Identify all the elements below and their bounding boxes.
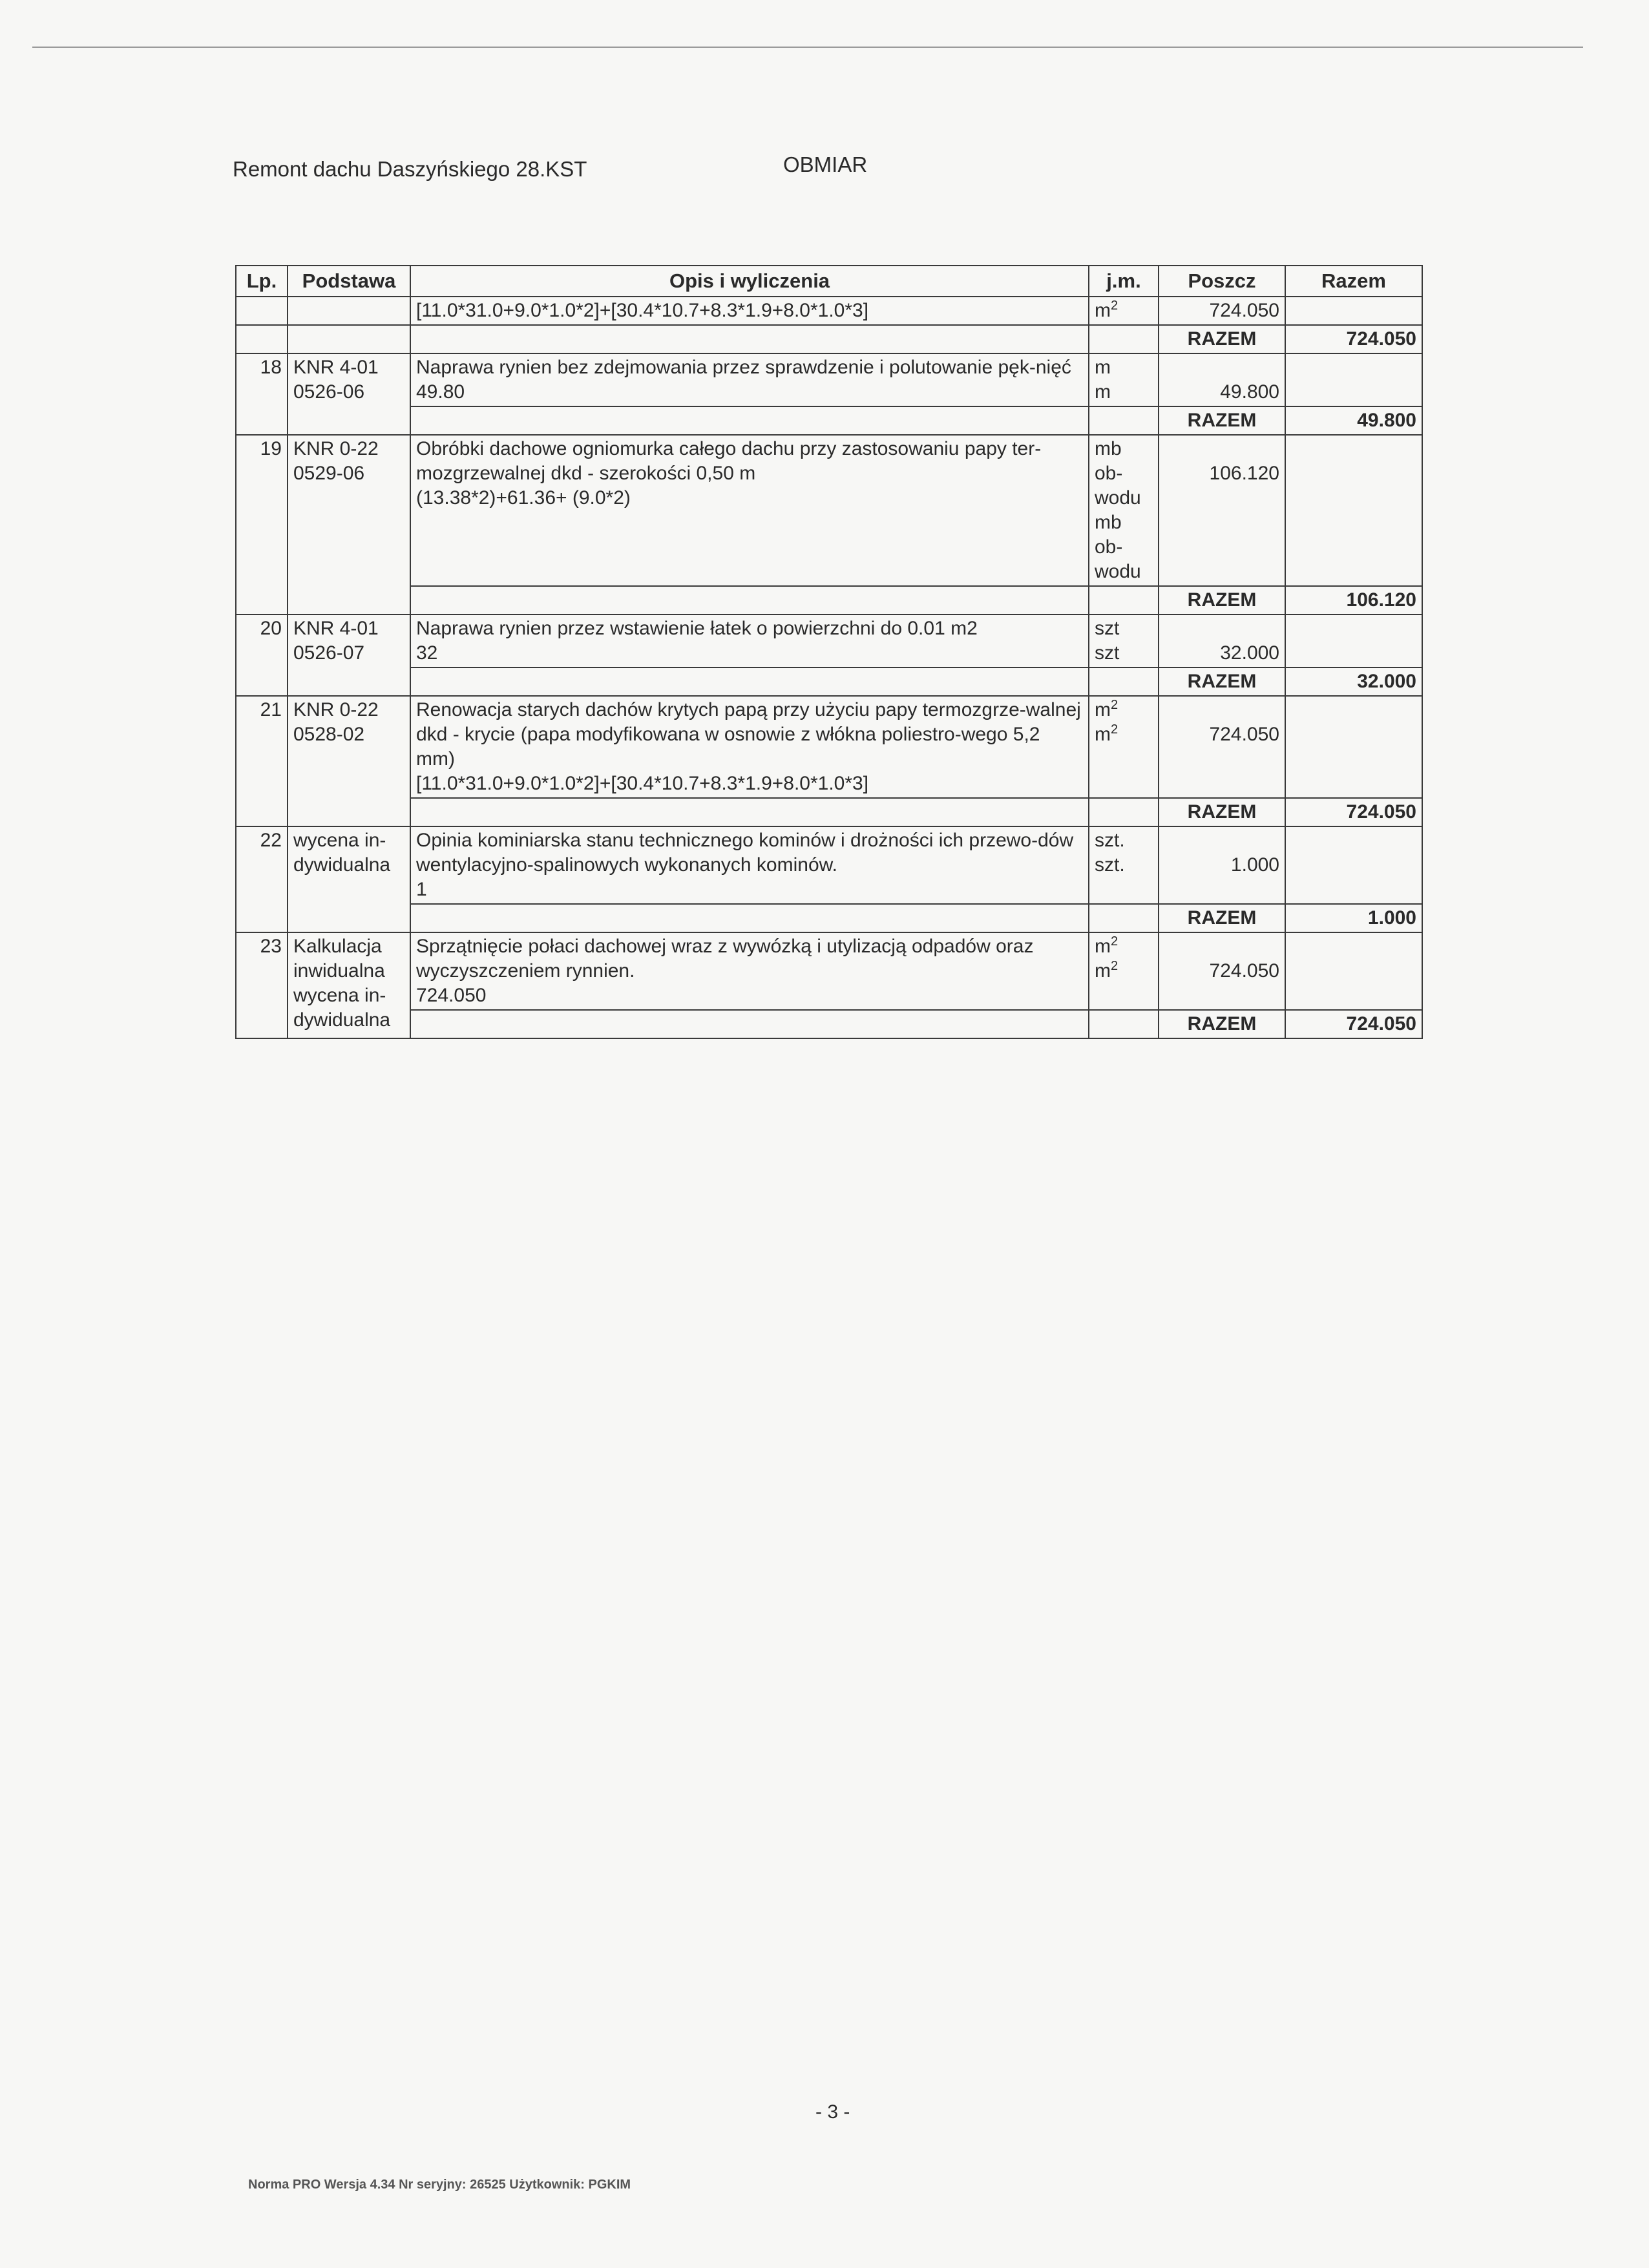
item-calc-unit: szt. (1095, 854, 1125, 876)
item-calc-unit: $m^2$ (1095, 959, 1119, 982)
item-calc-unit: $m^2$ (1095, 722, 1119, 745)
item-poszcz: 1.000 (1230, 854, 1279, 876)
table-row (236, 932, 1422, 1010)
col-header-opis: Opis i wyliczenia (410, 266, 1089, 297)
item-poszcz: 724.050 (1209, 960, 1279, 982)
item-description (410, 614, 1089, 667)
table-row (236, 696, 1422, 798)
item-poszcz: 724.050 (1209, 724, 1279, 745)
table-row (236, 798, 1422, 826)
carry-razem-value: 724.050 (1285, 325, 1422, 353)
item-unit (1089, 614, 1159, 667)
item-description (410, 826, 1089, 904)
carry-razem-label: RAZEM (1159, 325, 1285, 353)
item-razem-value: 49.800 (1285, 406, 1422, 435)
obmiar-table-wrapper (235, 265, 1422, 1039)
carry-calc: [11.0*31.0+9.0*1.0*2]+[30.4*10.7+8.3*1.9+8.0*1.0*3] (410, 297, 1089, 325)
table-row (236, 1010, 1422, 1038)
item-podstawa: wycena in-dywidualna (288, 826, 410, 932)
software-footer: Norma PRO Wersja 4.34 Nr seryjny: 26525 Użytkownik: PGKIM (248, 2178, 631, 2192)
item-poszcz-cell (1159, 826, 1285, 904)
item-calc: 32 (416, 642, 438, 664)
item-lp: 18 (236, 353, 288, 435)
carry-poszcz: 724.050 (1159, 297, 1285, 325)
table-row (236, 614, 1422, 667)
item-podstawa: KNR 4-01 0526-07 (288, 614, 410, 696)
item-calc-unit: mb ob-wodu (1095, 512, 1141, 582)
item-calc-unit: m (1095, 381, 1111, 403)
item-podstawa: KNR 0-22 0529-06 (288, 435, 410, 614)
item-poszcz-cell (1159, 696, 1285, 798)
item-description-text: Naprawa rynien przez wstawienie łatek o powierzchni do 0.01 m2 (416, 618, 978, 639)
item-unit (1089, 932, 1159, 1010)
table-row (236, 435, 1422, 586)
item-description-text: Sprzątnięcie połaci dachowej wraz z wywózką i utylizacją odpadów oraz wyczyszczeniem rynnien. (416, 936, 1034, 982)
col-header-razem: Razem (1285, 266, 1422, 297)
item-razem-label: RAZEM (1159, 406, 1285, 435)
item-razem-value: 724.050 (1285, 798, 1422, 826)
item-unit (1089, 826, 1159, 904)
item-lp: 20 (236, 614, 288, 696)
item-calc: 49.80 (416, 381, 465, 403)
table-row (236, 667, 1422, 696)
table-row (236, 297, 1422, 325)
item-razem-label: RAZEM (1159, 586, 1285, 614)
item-description-text: Obróbki dachowe ogniomurka całego dachu przy zastosowaniu papy ter-mozgrzewalnej dkd - szerokości 0,50 m (416, 438, 1042, 484)
item-description (410, 353, 1089, 406)
table-row (236, 325, 1422, 353)
item-desc-unit: szt (1095, 618, 1120, 639)
item-calc: 1 (416, 879, 427, 900)
col-header-podstawa: Podstawa (288, 266, 410, 297)
item-poszcz: 49.800 (1220, 381, 1279, 403)
item-desc-unit: mb ob-wodu (1095, 438, 1141, 509)
table-row (236, 586, 1422, 614)
item-unit (1089, 696, 1159, 798)
item-podstawa: KNR 4-01 0526-06 (288, 353, 410, 435)
item-razem-value: 106.120 (1285, 586, 1422, 614)
item-razem-label: RAZEM (1159, 798, 1285, 826)
item-lp: 22 (236, 826, 288, 932)
scan-edge-line (32, 47, 1583, 48)
item-unit (1089, 435, 1159, 586)
item-razem-label: RAZEM (1159, 904, 1285, 932)
page-number: - 3 - (815, 2101, 850, 2123)
item-description (410, 696, 1089, 798)
item-poszcz: 32.000 (1220, 642, 1279, 664)
item-razem-value: 32.000 (1285, 667, 1422, 696)
item-calc-unit: szt (1095, 642, 1120, 664)
table-header-row (236, 266, 1422, 297)
item-poszcz: 106.120 (1209, 463, 1279, 484)
table-row (236, 826, 1422, 904)
document-title: Remont dachu Daszyńskiego 28.KST (233, 157, 587, 181)
item-desc-unit: $m^2$ (1095, 698, 1119, 720)
item-desc-unit: szt. (1095, 830, 1125, 851)
item-desc-unit: $m^2$ (1095, 934, 1119, 957)
item-poszcz-cell (1159, 932, 1285, 1010)
item-calc: 724.050 (416, 985, 487, 1006)
item-calc: (13.38*2)+61.36+ (9.0*2) (416, 487, 631, 509)
item-description-text: Opinia kominiarska stanu technicznego kominów i drożności ich przewo-dów wentylacyjno-spalinowych wykonanych kominów. (416, 830, 1074, 876)
item-description (410, 932, 1089, 1010)
item-razem-value: 1.000 (1285, 904, 1422, 932)
item-lp: 19 (236, 435, 288, 614)
item-desc-unit: m (1095, 357, 1111, 378)
document-type: OBMIAR (783, 152, 868, 176)
item-razem-label: RAZEM (1159, 1010, 1285, 1038)
item-lp: 23 (236, 932, 288, 1038)
item-description-text: Naprawa rynien bez zdejmowania przez sprawdzenie i polutowanie pęk-nięć (416, 357, 1071, 378)
item-poszcz-cell (1159, 614, 1285, 667)
table-row (236, 406, 1422, 435)
item-razem-label: RAZEM (1159, 667, 1285, 696)
table-row (236, 904, 1422, 932)
item-description-text: Renowacja starych dachów krytych papą przy użyciu papy termozgrze-walnej dkd - krycie (papa modyfikowana w osnowie z włókna poliestro-wego 5,2 mm) (416, 699, 1081, 770)
item-calc: [11.0*31.0+9.0*1.0*2]+[30.4*10.7+8.3*1.9+8.0*1.0*3] (416, 773, 869, 794)
table-row (236, 353, 1422, 406)
col-header-poszcz: Poszcz (1159, 266, 1285, 297)
item-description (410, 435, 1089, 586)
item-podstawa: KNR 0-22 0528-02 (288, 696, 410, 826)
col-header-jm: j.m. (1089, 266, 1159, 297)
item-razem-value: 724.050 (1285, 1010, 1422, 1038)
item-lp: 21 (236, 696, 288, 826)
carry-unit: $m^2$ (1089, 297, 1159, 325)
item-poszcz-cell (1159, 353, 1285, 406)
item-poszcz-cell (1159, 435, 1285, 586)
obmiar-table (235, 265, 1423, 1039)
col-header-lp: Lp. (236, 266, 288, 297)
item-unit (1089, 353, 1159, 406)
item-podstawa: Kalkulacja inwidualna wycena in-dywidualna (288, 932, 410, 1038)
